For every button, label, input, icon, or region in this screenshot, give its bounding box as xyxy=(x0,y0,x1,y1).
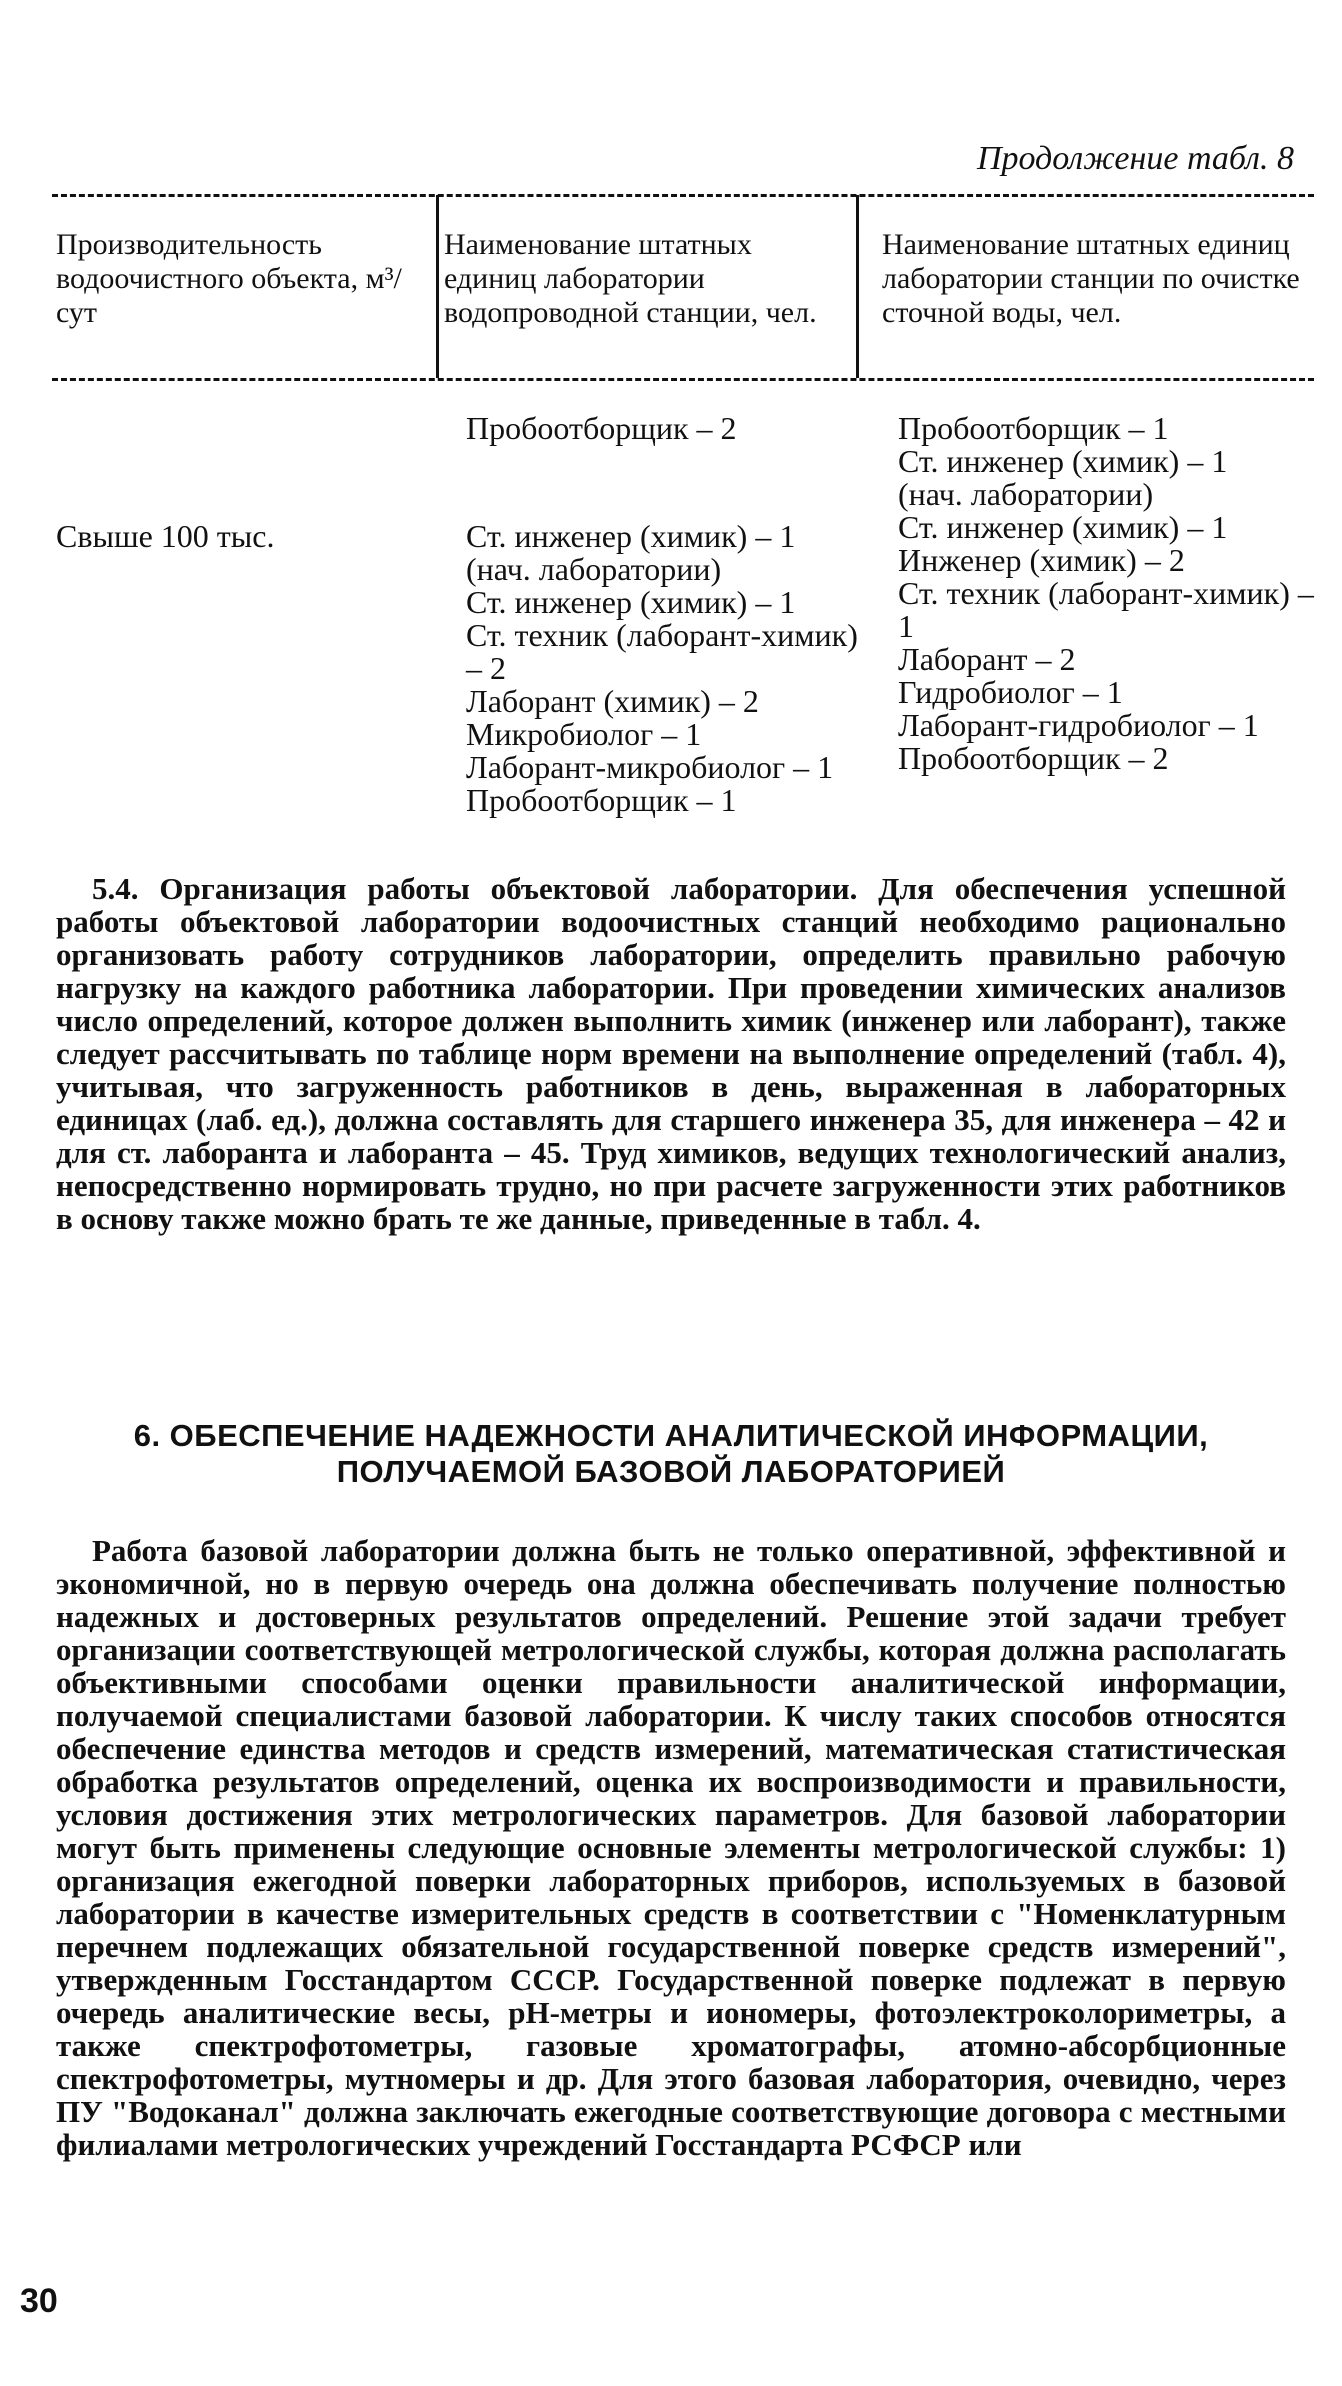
section-title-line: ПОЛУЧАЕМОЙ БАЗОВОЙ ЛАБОРАТОРИЕЙ xyxy=(336,1454,1006,1489)
table-cell-prev-col2: Пробоотборщик – 2 xyxy=(466,410,737,446)
table-continuation-label: Продолжение табл. 8 xyxy=(976,140,1294,177)
paragraph-section-6: Работа базовой лаборатории должна быть не только оперативной, эффективной и экономичной, но в первую очередь она должна обеспечивать получение полностью надежных и достоверных результатов определений. Решение этой задачи требует организации соответствующей метрологической службы, которая должна располагать объективными способами оценки правильности аналитической информации, получаемой специалистами базовой лаборатории. К числу таких способов относятся обеспечение единства методов и средств измерений, математическая статистическая обработка результатов определений, оценка их воспроизводимости и правильности, условия достижения этих метрологических параметров. Для базовой лаборатории могут быть применены следующие основные элементы метрологической службы: 1) организация ежегодной поверки лабораторных приборов, используемых в базовой лаборатории в качестве измерительных средств в соответствии с "Номенклатурным перечнем подлежащих обязательной государственной поверке средств измерений", утвержденным Госстандартом СССР. Государственной поверке подлежат в первую очередь аналитические весы, pH-метры и иономеры, фотоэлектроколориметры, а также спектрофотометры, газовые хроматографы, атомно-абсорбционные спектрофотометры, мутномеры и др. Для этого базовая лаборатория, очевидно, через ПУ "Водоканал" должна заключать ежегодные соответствующие договора с местными филиалами метрологических учреждений Госстандарта РСФСР или xyxy=(56,1533,1286,2162)
section-title-line: 6. ОБЕСПЕЧЕНИЕ НАДЕЖНОСТИ АНАЛИТИЧЕСКОЙ ИНФОРМАЦИИ, xyxy=(133,1418,1209,1453)
table-top-rule xyxy=(52,194,1314,197)
table-cell-col2: Ст. инженер (химик) – 1 (нач. лаборатории) Ст. инженер (химик) – 1 Ст. техник (лаборант-химик) – 2 Лаборант (химик) – 2 Микробиолог – 1 Лаборант-микробиолог – 1 Пробоотборщик – 1 xyxy=(466,518,858,818)
table-header-water-station-staff: Наименование штатных единиц лаборатории водопроводной станции, чел. xyxy=(444,228,817,329)
table-column-divider xyxy=(856,195,859,378)
table-cell-col3: Пробоотборщик – 1 Ст. инженер (химик) – 1 (нач. лаборатории) Ст. инженер (химик) – 1 Инженер (химик) – 2 Ст. техник (лаборант-химик) – 1 Лаборант – 2 Гидробиолог – 1 Лаборант-гидробиолог – 1 Пробоотборщик – 2 xyxy=(898,410,1314,776)
page-number: 30 xyxy=(20,2282,58,2320)
section-title xyxy=(56,1418,1286,1490)
table-column-divider xyxy=(436,195,439,378)
table-header-capacity: Производительность водоочистного объекта, м³/сут xyxy=(56,228,402,329)
table-header-rule xyxy=(52,378,1314,381)
paragraph-5-4: 5.4. Организация работы объектовой лаборатории. Для обеспечения успешной работы объектовой лаборатории водоочистных станций необходимо рационально организовать работу сотрудников лаборатории, определить правильно рабочую нагрузку на каждого работника лаборатории. При проведении химических анализов число определений, которое должен выполнить химик (инженер или лаборант), также следует рассчитывать по таблице норм времени на выполнение определений (табл. 4), учитывая, что загруженность работников в день, выраженная в лабораторных единицах (лаб. ед.), должна составлять для старшего инженера 35, для инженера – 42 и для ст. лаборанта и лаборанта – 45. Труд химиков, ведущих технологический анализ, непосредственно нормировать трудно, но при расчете загруженности этих работников в основу также можно брать те же данные, приведенные в табл. 4. xyxy=(56,871,1286,1236)
table-cell-capacity: Свыше 100 тыс. xyxy=(56,518,275,554)
table-header-wastewater-station-staff: Наименование штатных единиц лаборатории станции по очистке сточной воды, чел. xyxy=(882,228,1300,329)
